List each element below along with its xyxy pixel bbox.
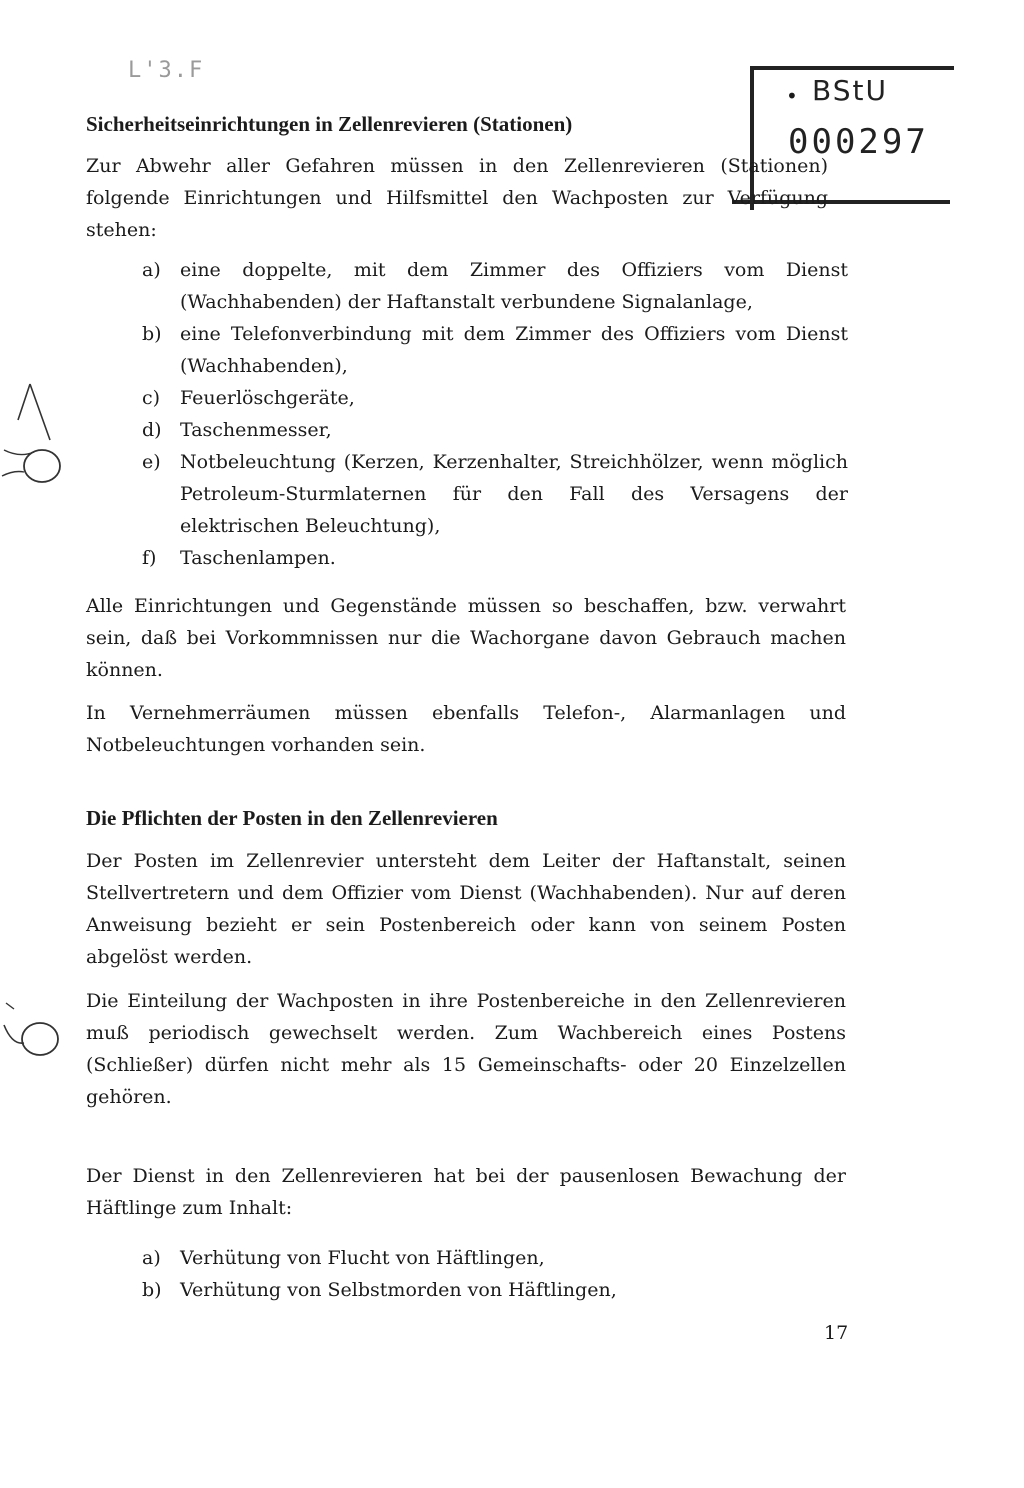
- margin-scribble-icon: [0, 995, 70, 1075]
- list-marker: d): [142, 419, 162, 441]
- list-item-text: eine doppelte, mit dem Zimmer des Offiziers vom Dienst (Wachhabenden) der Haftanstalt verbundene Signalanlage,: [180, 259, 848, 313]
- list-marker: b): [142, 323, 162, 345]
- list-marker: c): [142, 387, 161, 409]
- list-item-text: Verhütung von Selbstmorden von Häftlingen,: [180, 1279, 617, 1301]
- section-heading-duties: Die Pflichten der Posten in den Zellenrevieren: [86, 806, 498, 830]
- list-item: [142, 1274, 848, 1306]
- page-number: 17: [824, 1322, 849, 1344]
- body-paragraph: Der Posten im Zellenrevier untersteht dem Leiter der Haftanstalt, seinen Stellvertretern und dem Offizier vom Dienst (Wachhabenden). Nur auf deren Anweisung bezieht er sein Postenbereich oder kann von seinem Posten abgelöst werden.: [86, 850, 846, 968]
- list-item: [142, 414, 848, 446]
- list-marker: e): [142, 451, 161, 473]
- list-item-text: Feuerlöschgeräte,: [180, 387, 355, 409]
- margin-scribble-icon: [0, 380, 70, 500]
- list-item: [142, 382, 848, 414]
- list-marker: a): [142, 1247, 161, 1269]
- stamp-dot: •: [786, 84, 798, 108]
- list-marker: b): [142, 1279, 162, 1301]
- list-item-text: Taschenlampen.: [180, 547, 336, 569]
- list-item: [142, 254, 848, 318]
- list-marker: f): [142, 547, 157, 569]
- equipment-list: [142, 254, 848, 574]
- list-item-text: eine Telefonverbindung mit dem Zimmer des Offiziers vom Dienst (Wachhabenden),: [180, 323, 848, 377]
- section-heading-security: Sicherheitseinrichtungen in Zellenrevieren (Stationen): [86, 112, 573, 136]
- list-item: [142, 542, 848, 574]
- body-paragraph: Die Einteilung der Wachposten in ihre Postenbereiche in den Zellenrevieren muß periodisch gewechselt werden. Zum Wachbereich eines Postens (Schließer) dürfen nicht mehr als 15 Gemeinschafts- oder 20 Einzelzellen gehören.: [86, 990, 846, 1108]
- list-item: [142, 318, 848, 382]
- list-item: [142, 446, 848, 542]
- body-paragraph: Alle Einrichtungen und Gegenstände müssen so beschaffen, bzw. verwahrt sein, daß bei Vorkommnissen nur die Wachorgane davon Gebrauch machen können.: [86, 595, 846, 681]
- stamp-label: BStU: [812, 74, 888, 107]
- duty-list: [142, 1242, 848, 1306]
- stamp-number: 000297: [788, 122, 929, 162]
- list-item-text: Verhütung von Flucht von Häftlingen,: [180, 1247, 545, 1269]
- list-item-text: Taschenmesser,: [180, 419, 332, 441]
- intro-paragraph: Zur Abwehr aller Gefahren müssen in den Zellenrevieren (Stationen) folgende Einrichtungen und Hilfsmittel den Wachposten zur Verfügung stehen:: [86, 155, 828, 241]
- body-paragraph: Der Dienst in den Zellenrevieren hat bei der pausenlosen Bewachung der Häftlinge zum Inhalt:: [86, 1165, 846, 1219]
- faint-header-mark: L'3.F: [128, 58, 205, 83]
- list-item-text: Notbeleuchtung (Kerzen, Kerzenhalter, Streichhölzer, wenn möglich Petroleum-Sturmlaternen für den Fall des Versagens der elektrischen Beleuchtung),: [180, 451, 848, 537]
- list-item: [142, 1242, 848, 1274]
- list-marker: a): [142, 259, 161, 281]
- body-paragraph: In Vernehmerräumen müssen ebenfalls Telefon-, Alarmanlagen und Notbeleuchtungen vorhanden sein.: [86, 702, 846, 756]
